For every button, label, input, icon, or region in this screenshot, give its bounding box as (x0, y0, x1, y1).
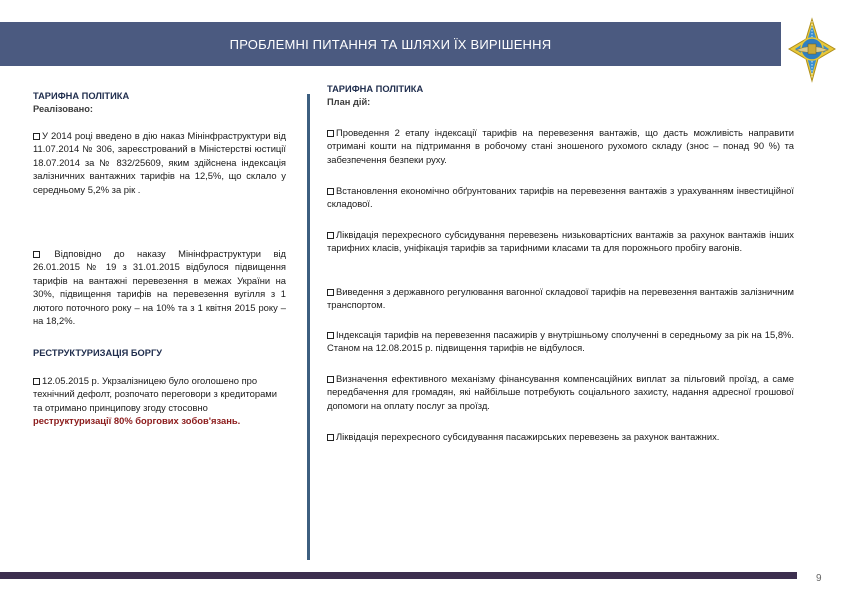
column-divider (307, 94, 310, 560)
emblem-icon (787, 17, 837, 85)
left-section2-title: РЕСТРУКТУРИЗАЦІЯ БОРГУ (33, 348, 163, 358)
right-item (327, 430, 794, 443)
left-paragraph-1 (33, 129, 286, 196)
checkbox-bullet-icon (327, 232, 334, 239)
checkbox-bullet-icon (327, 332, 334, 339)
right-item (327, 228, 794, 255)
right-item-text: Проведення 2 етапу індексації тарифів на перевезення вантажів, що дасть можливість направити отримані кошти на підтримання в робочому стані зношеного рухомого складу (знос – понад 90 %) та забезпечення безпеки руху. (327, 127, 794, 165)
right-item-text: Визначення ефективного механізму фінансування компенсаційних виплат за пільговий проїзд, а саме передбачення для громадян, які найбільше потребують соціального захисту, надання адресної грошової допомоги на оплату послуг за проїзд. (327, 373, 794, 411)
checkbox-bullet-icon (33, 133, 40, 140)
right-item-text: Індексація тарифів на перевезення пасажирів у внутрішньому сполученні в середньому за рік на 15,8%. Станом на 12.08.2015 р. підвищення тарифів не відбулося. (327, 329, 794, 354)
right-item-text: Ліквідація перехресного субсидування пасажирських перевезень за рахунок вантажних. (336, 431, 720, 442)
page-number: 9 (816, 573, 822, 584)
checkbox-bullet-icon (327, 376, 334, 383)
page-title: ПРОБЛЕМНІ ПИТАННЯ ТА ШЛЯХИ ЇХ ВИРІШЕННЯ (229, 36, 552, 52)
left-section-title: ТАРИФНА ПОЛІТИКА (33, 91, 130, 101)
checkbox-bullet-icon (33, 251, 40, 258)
right-item-text: Ліквідація перехресного субсидування перевезень низьковартісних вантажів за рахунок вантажів інших тарифних класів, уніфікація тарифів за тарифними класами та для порожнього пробігу вагонів. (327, 229, 794, 254)
footer-bar (0, 572, 797, 579)
right-item-text: Встановлення економічно обґрунтованих тарифів на перевезення вантажів з урахуванням інвестиційної складової. (327, 185, 794, 210)
right-item (327, 126, 794, 166)
checkbox-bullet-icon (327, 289, 334, 296)
left-section-subtitle: Реалізовано: (33, 104, 94, 114)
left-paragraph-3-text: 12.05.2015 р. Укрзалізницею було оголошено про технічний дефолт, розпочато переговори з кредиторами та отримано принципову згоду стосовно (33, 375, 277, 413)
checkbox-bullet-icon (327, 434, 334, 441)
right-item (327, 328, 794, 355)
left-paragraph-3 (33, 374, 286, 428)
checkbox-bullet-icon (327, 130, 334, 137)
right-item (327, 184, 794, 211)
header-bar (0, 22, 781, 66)
left-paragraph-1-text: У 2014 році введено в дію наказ Мінінфраструктури від 11.07.2014 № 306, зареєстрований в Міністерстві юстиції 18.07.2014 за № 832/25609, яким здійснена індексація залізничних вантажних тарифів на 12,5%, що склало у середньому 5,2% за рік . (33, 130, 286, 195)
left-paragraph-2-text: Відповідно до наказу Мінінфраструктури від 26.01.2015 № 19 з 31.01.2015 відбулося підвищення тарифів на вантажні перевезення в межах України на 30%, підвищення тарифів на перевезення вугілля з 1 лютого поточного року – на 10% та з 1 квітня 2015 року – на 18,2%. (33, 248, 286, 327)
right-item-text: Виведення з державного регулювання вагонної складової тарифів на перевезення вантажів залізничним транспортом. (327, 286, 794, 311)
right-item (327, 372, 794, 412)
right-item (327, 285, 794, 312)
left-paragraph-2 (33, 247, 286, 327)
right-section-title: ТАРИФНА ПОЛІТИКА (327, 84, 424, 94)
checkbox-bullet-icon (327, 188, 334, 195)
left-paragraph-3-highlight: реструктуризації 80% боргових зобов'язань. (33, 415, 241, 427)
checkbox-bullet-icon (33, 378, 40, 385)
right-section-subtitle: План дій: (327, 97, 371, 107)
